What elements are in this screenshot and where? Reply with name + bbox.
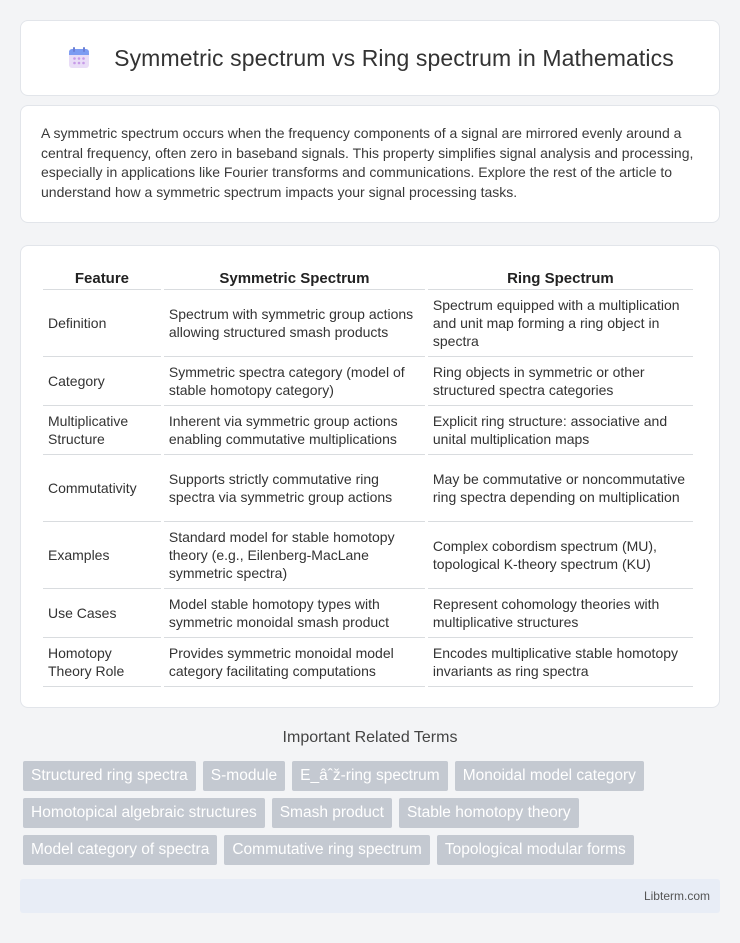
feature-cell: Use Cases <box>43 589 161 638</box>
symmetric-cell: Model stable homotopy types with symmetric monoidal smash product <box>164 589 425 638</box>
feature-cell: Homotopy Theory Role <box>43 638 161 687</box>
ring-cell: Represent cohomology theories with multiplicative structures <box>428 589 693 638</box>
symmetric-cell: Standard model for stable homotopy theory (e.g., Eilenberg-MacLane symmetric spectra) <box>164 522 425 589</box>
intro-card <box>20 105 720 223</box>
ring-cell: Complex cobordism spectrum (MU), topological K-theory spectrum (KU) <box>428 522 693 589</box>
related-term-tag[interactable]: Monoidal model category <box>455 761 644 791</box>
ring-cell: May be commutative or noncommutative ring spectra depending on multiplication <box>428 455 693 522</box>
footer-brand-link[interactable]: Libterm.com <box>643 889 710 903</box>
header-symmetric: Symmetric Spectrum <box>164 264 425 290</box>
ring-cell: Explicit ring structure: associative and unital multiplication maps <box>428 406 693 455</box>
page-title: Symmetric spectrum vs Ring spectrum in Mathematics <box>114 44 674 71</box>
header-feature: Feature <box>43 264 161 290</box>
comparison-table <box>40 264 696 687</box>
table-row <box>43 455 693 522</box>
table-header-row <box>43 264 693 290</box>
related-terms-list <box>23 761 723 865</box>
ring-cell: Ring objects in symmetric or other structured spectra categories <box>428 357 693 406</box>
related-term-tag[interactable]: Smash product <box>272 798 392 828</box>
related-term-tag[interactable]: Model category of spectra <box>23 835 217 865</box>
footer <box>20 879 720 913</box>
symmetric-cell: Provides symmetric monoidal model category facilitating computations <box>164 638 425 687</box>
related-term-tag[interactable]: Commutative ring spectrum <box>224 835 430 865</box>
feature-cell: Multiplicative Structure <box>43 406 161 455</box>
ring-cell: Spectrum equipped with a multiplication and unit map forming a ring object in spectra <box>428 290 693 357</box>
header-card <box>20 20 720 96</box>
comparison-card <box>20 245 720 708</box>
symmetric-cell: Inherent via symmetric group actions enabling commutative multiplications <box>164 406 425 455</box>
related-terms-title: Important Related Terms <box>282 729 458 746</box>
related-term-tag[interactable]: S-module <box>203 761 285 791</box>
symmetric-cell: Symmetric spectra category (model of stable homotopy category) <box>164 357 425 406</box>
feature-cell: Category <box>43 357 161 406</box>
header-ring: Ring Spectrum <box>428 264 693 290</box>
table-row <box>43 406 693 455</box>
related-term-tag[interactable]: Homotopical algebraic structures <box>23 798 265 828</box>
calendar-icon <box>66 45 92 71</box>
table-row <box>43 589 693 638</box>
table-row <box>43 522 693 589</box>
feature-cell: Commutativity <box>43 455 161 522</box>
intro-text: A symmetric spectrum occurs when the frequency components of a signal are mirrored evenly around a central frequency, often zero in baseband signals. This property simplifies signal analysis and processing, especially in applications like Fourier transforms and communications. Explore the rest of the article to understand how a symmetric spectrum impacts your signal processing tasks. <box>41 125 694 200</box>
table-row <box>43 290 693 357</box>
table-row <box>43 357 693 406</box>
related-term-tag[interactable]: Topological modular forms <box>437 835 634 865</box>
symmetric-cell: Spectrum with symmetric group actions allowing structured smash products <box>164 290 425 357</box>
related-term-tag[interactable]: Stable homotopy theory <box>399 798 579 828</box>
related-term-tag[interactable]: E_âˆž-ring spectrum <box>292 761 448 791</box>
symmetric-cell: Supports strictly commutative ring spectra via symmetric group actions <box>164 455 425 522</box>
related-term-tag[interactable]: Structured ring spectra <box>23 761 196 791</box>
feature-cell: Definition <box>43 290 161 357</box>
ring-cell: Encodes multiplicative stable homotopy invariants as ring spectra <box>428 638 693 687</box>
feature-cell: Examples <box>43 522 161 589</box>
table-row <box>43 638 693 687</box>
